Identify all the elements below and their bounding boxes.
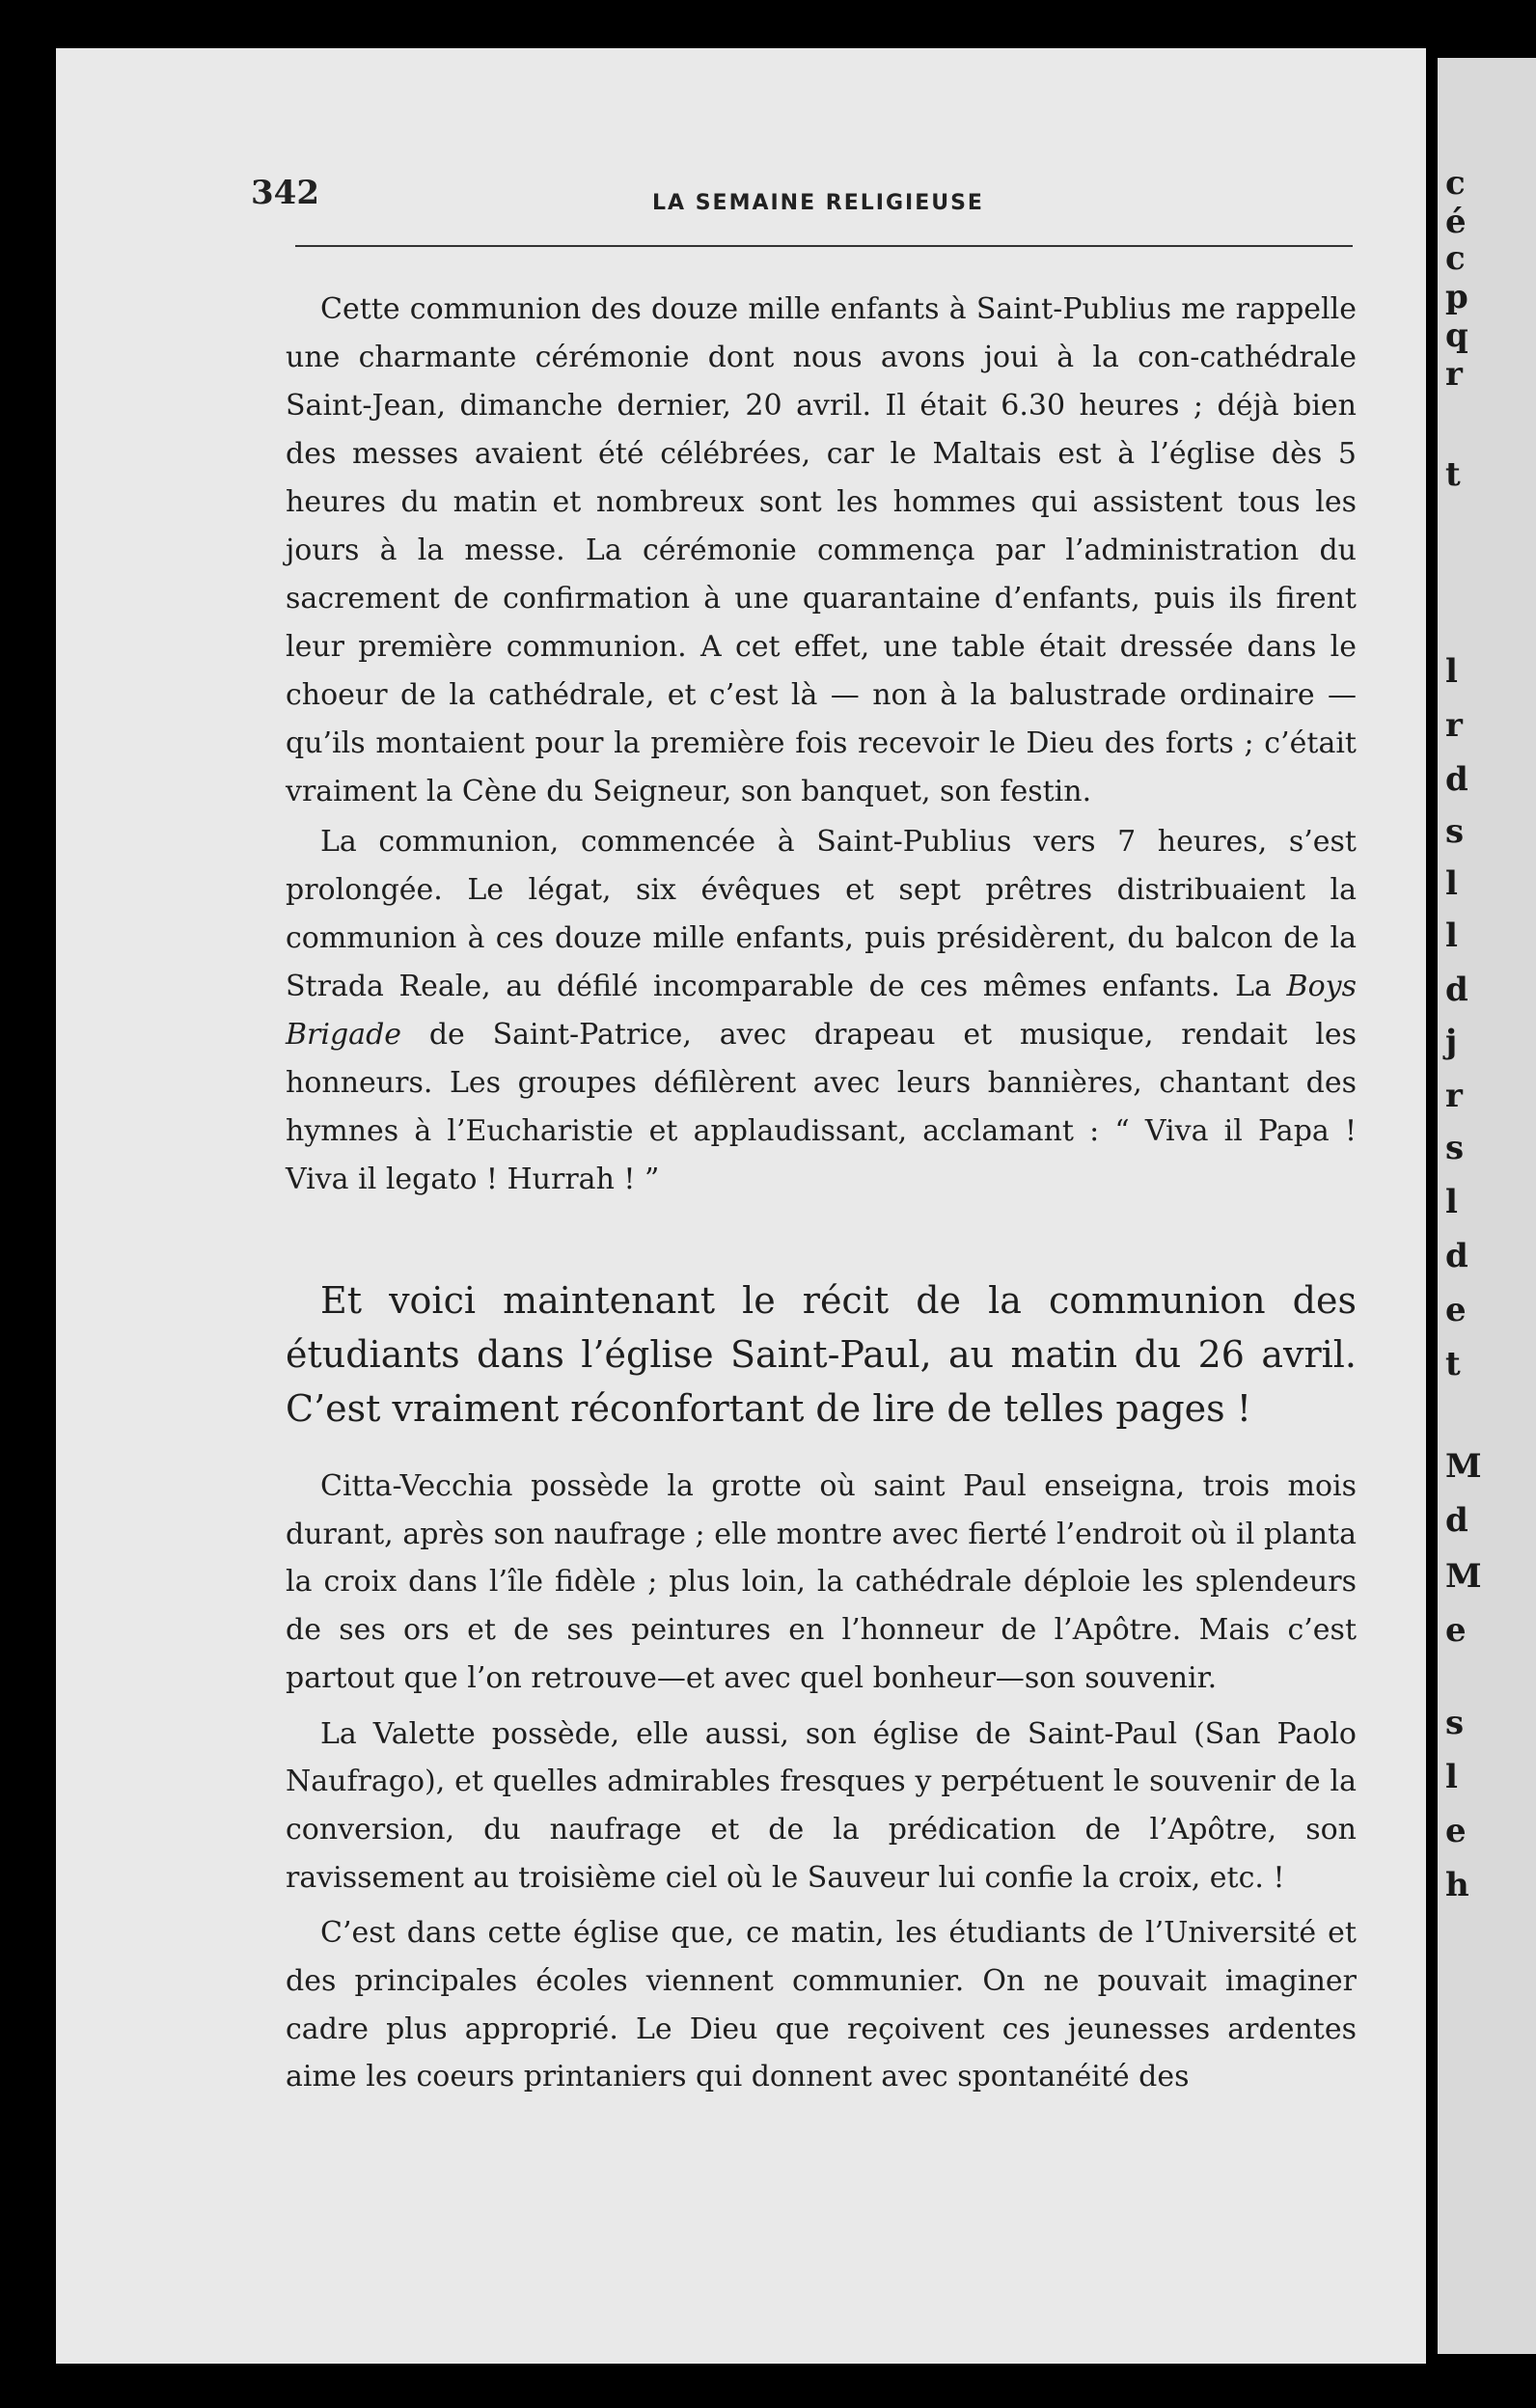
adjacent-letter: M [1445, 1447, 1482, 1486]
adjacent-letter: M [1445, 1557, 1482, 1596]
adjacent-letter: d [1445, 971, 1468, 1009]
adjacent-letter: é [1445, 203, 1467, 241]
adjacent-letter: l [1445, 1183, 1458, 1221]
adjacent-letter: l [1445, 917, 1458, 955]
adjacent-letter: r [1445, 706, 1463, 745]
page-header [237, 174, 1353, 232]
adjacent-letter: c [1445, 164, 1466, 203]
paragraph [286, 818, 1357, 1204]
running-head: LA SEMAINE RELIGIEUSE [652, 191, 984, 215]
header-rule [295, 245, 1353, 247]
adjacent-letter: r [1445, 355, 1463, 394]
adjacent-letter: s [1445, 1129, 1465, 1167]
adjacent-letter: r [1445, 1077, 1463, 1115]
adjacent-letter: l [1445, 864, 1458, 903]
adjacent-letter: e [1445, 1812, 1467, 1850]
adjacent-letter: l [1445, 652, 1458, 691]
adjacent-letter: t [1445, 1345, 1461, 1383]
adjacent-letter: h [1445, 1866, 1469, 1904]
paragraph: C’est dans cette église que, ce matin, les étudiants de l’Université et des principales écoles viennent communier. On ne pouvait imaginer cadre plus approprié. Le Dieu que reçoivent ces jeunesses ardentes aime les coeurs printaniers qui donnent avec spontanéité des [286, 1916, 1357, 2094]
adjacent-letter: j [1445, 1023, 1458, 1061]
page-number: 342 [251, 174, 319, 212]
paragraph-text: La communion, commencée à Saint-Publius vers 7 heures, s’est prolongée. Le légat, six évêques et sept prêtres distribuaient la communion à ces douze mille enfants, puis présidèrent, du balcon de la Strada Reale, au défilé incomparable de ces mêmes enfants. La [286, 825, 1357, 1003]
adjacent-letter: d [1445, 760, 1468, 799]
adjacent-page-edge [1438, 58, 1536, 2354]
body-text-block-2 [286, 1463, 1357, 2101]
adjacent-letter: l [1445, 1758, 1458, 1796]
paragraph: Citta-Vecchia possède la grotte où saint Paul enseigna, trois mois durant, après son naufrage ; elle montre avec fierté l’endroit où il planta la croix dans l’île fidèle ; plus loin, la cathédrale déploie les splendeurs de ses ors et de ses peintures en l’honneur de l’Apôtre. Mais c’est partout que l’on retrouve—et avec quel bonheur—son souvenir. [286, 1469, 1357, 1695]
adjacent-letter: s [1445, 1704, 1465, 1742]
adjacent-letter: s [1445, 812, 1465, 851]
adjacent-letter: e [1445, 1291, 1467, 1329]
paragraph-text: de Saint-Patrice, avec drapeau et musique, rendait les honneurs. Les groupes défilèrent avec leurs bannières, chantant des hymnes à l’Eucharistie et applaudissant, acclamant : “ Viva il Papa ! Viva il legato ! Hurrah ! ” [286, 1018, 1357, 1196]
paragraph: La Valette possède, elle aussi, son église de Saint-Paul (San Paolo Naufrago), et quelles admirables fresques y perpétuent le souvenir de la conversion, du naufrage et de la prédication de l’Apôtre, son ravissement au troisième ciel où le Sauveur lui confie la croix, etc. ! [286, 1716, 1357, 1895]
adjacent-letter: e [1445, 1611, 1467, 1650]
adjacent-letter: p [1445, 278, 1468, 316]
intro-paragraph: Et voici maintenant le récit de la communion des étudiants dans l’église Saint-Paul, au matin du 26 avril. C’est vraiment réconfortant de lire de telles pages ! [286, 1279, 1357, 1430]
adjacent-letter: t [1445, 455, 1461, 494]
body-text-block-1 [286, 286, 1357, 1204]
paragraph: Cette communion des douze mille enfants à Saint-Publius me rappelle une charmante cérémonie dont nous avons joui à la con-cathédrale Saint-Jean, dimanche dernier, 20 avril. Il était 6.30 heures ; déjà bien des messes avaient été célébrées, car le Maltais est à l’église dès 5 heures du matin et nombreux sont les hommes qui assistent tous les jours à la messe. La cérémonie commença par l’administration du sacrement de confirmation à une quarantaine d’enfants, puis ils firent leur première communion. A cet effet, une table était dressée dans le choeur de la cathédrale, et c’est là — non à la balustrade ordinaire —qu’ils montaient pour la première fois recevoir le Dieu des forts ; c’était vraiment la Cène du Seigneur, son banquet, son festin. [286, 292, 1357, 808]
adjacent-letter: d [1445, 1501, 1468, 1540]
italic-term: Boys Brigade [286, 970, 1357, 1052]
editorial-intro [286, 1273, 1357, 1436]
adjacent-letter: q [1445, 316, 1468, 355]
adjacent-letter: c [1445, 239, 1466, 278]
adjacent-letter: d [1445, 1237, 1468, 1275]
